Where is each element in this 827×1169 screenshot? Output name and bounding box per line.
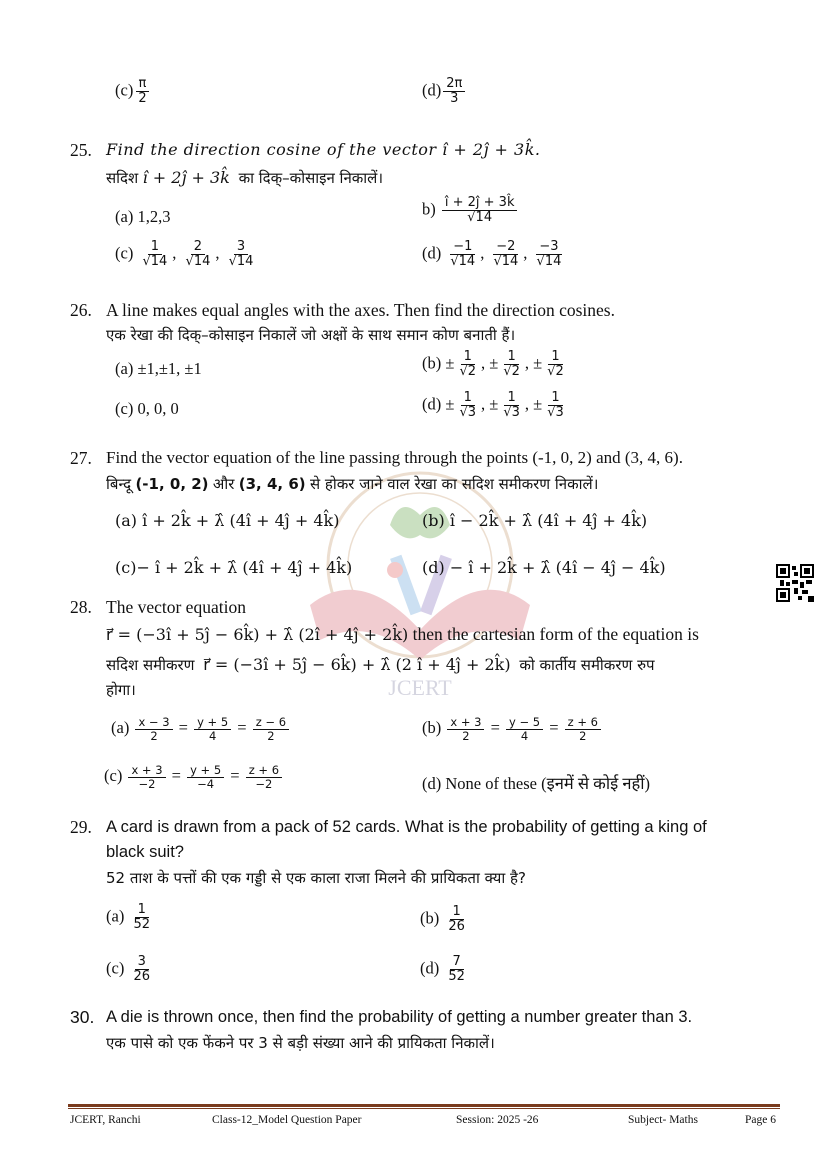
q25-option-b	[422, 196, 519, 226]
denominator: √2	[459, 364, 476, 380]
fraction	[447, 716, 484, 742]
q28-text-hi-2: होगा।	[106, 681, 136, 699]
footer-org: JCERT, Ranchi	[70, 1114, 141, 1126]
fraction	[194, 716, 231, 742]
question-number: 28.	[70, 597, 92, 617]
denominator: √3	[547, 405, 564, 421]
q27-option-d: (d) − î + 2k̂ + λ̂ (4î − 4ĵ − 4k̂)	[422, 558, 666, 577]
denominator: √14	[185, 254, 211, 270]
footer-divider-thin	[68, 1108, 780, 1109]
option-label: (a)	[111, 717, 130, 737]
hi-text: और	[212, 475, 235, 493]
fraction	[443, 77, 465, 107]
option-label: (a)	[106, 906, 125, 926]
fraction	[534, 240, 565, 270]
fraction	[544, 350, 567, 380]
q27-option-b: (b) î − 2k̂ + λ̂ (4î + 4ĵ + 4k̂)	[422, 511, 648, 530]
denominator: 52	[133, 917, 150, 933]
option-label: (d)	[422, 394, 442, 414]
denominator: 2	[579, 728, 587, 743]
numerator: 1	[135, 903, 149, 918]
denominator: 4	[520, 728, 529, 743]
fraction	[490, 240, 521, 270]
hi-text: बिन्दू	[106, 475, 132, 493]
hi-text: से होकर जाने वाल रेखा का सदिश समीकरण निकालें।	[310, 475, 599, 493]
fraction	[456, 391, 479, 421]
numerator: −2	[493, 240, 518, 255]
q26-option-b: (b) ± $\frac{1}{√2}$ , ± $\frac{1}{√2}$ , ± $\frac{1}{√2}$	[422, 350, 569, 380]
q30-text-hi: एक पासे को एक फेंकने पर 3 से बड़ी संख्या आने की प्रायिकता निकालें।	[106, 1034, 495, 1052]
q26-text-en: A line makes equal angles with the axes. Then find the direction cosines.	[106, 300, 615, 320]
fraction	[500, 391, 523, 421]
fraction	[506, 716, 543, 742]
q28-option-a	[111, 716, 291, 742]
q24-option-d	[422, 77, 467, 107]
footer-divider	[68, 1104, 780, 1107]
footer-session: Session: 2025 -26	[456, 1114, 539, 1126]
numerator: z + 6	[565, 716, 601, 730]
numerator: z + 6	[246, 764, 282, 778]
q28-text-hi	[106, 652, 655, 677]
question-number: 27.	[70, 448, 92, 468]
numerator: y + 5	[187, 764, 224, 778]
q27-option-c: (c)− î + 2k̂ + λ̂ (4î + 4ĵ + 4k̂)	[115, 558, 353, 577]
option-label: (d)	[422, 243, 442, 263]
numerator: 1	[548, 350, 562, 365]
numerator: −1	[450, 240, 475, 255]
q28-text-en: The vector equation	[106, 597, 246, 617]
equals: =	[237, 717, 247, 737]
numerator: 1	[461, 391, 475, 406]
q27-text-en: Find the vector equation of the line passing through the points (-1, 0, 2) and (3, 4, 6).	[106, 448, 683, 467]
denominator: √3	[503, 405, 520, 421]
numerator: 1	[148, 240, 162, 255]
vector-equation: r⃗ = (−3î + 5ĵ − 6k̂) + λ̂ (2 î + 4ĵ + 2k̂)	[203, 655, 511, 674]
denominator: −2	[138, 776, 156, 791]
q29-text-en-1: A card is drawn from a pack of 52 cards. What is the probability of getting a king of	[106, 818, 707, 836]
fraction	[135, 716, 172, 742]
numerator: x + 3	[128, 764, 165, 778]
fraction	[139, 240, 170, 270]
denominator: −4	[197, 776, 215, 791]
denominator: 4	[208, 728, 217, 743]
numerator: 1	[504, 350, 518, 365]
q28-equation-line	[106, 622, 699, 647]
denominator: 52	[448, 969, 465, 985]
numerator: −3	[536, 240, 561, 255]
denominator: 3	[450, 91, 459, 107]
q29-text-hi: 52 ताश के पत्तों की एक गड्डी से एक काला राजा मिलने की प्रायिकता क्या है?	[106, 869, 526, 887]
option-label: (c)	[115, 243, 134, 263]
equation-tail-text: then the cartesian form of the equation is	[412, 624, 699, 644]
fraction	[544, 391, 567, 421]
q27-text-hi	[106, 471, 598, 496]
fraction	[500, 350, 523, 380]
math-expr: î + 2ĵ + 3k̂	[142, 168, 230, 187]
numerator: y + 5	[194, 716, 231, 730]
q26-option-c: (c) 0, 0, 0	[115, 399, 179, 418]
footer-paper: Class-12_Model Question Paper	[212, 1114, 362, 1126]
q26-text-hi: एक रेखा की दिक्–कोसाइन निकालें जो अक्षों के साथ समान कोण बनाती हैं।	[106, 326, 516, 344]
fraction	[187, 764, 224, 790]
option-label: (c)	[106, 958, 125, 978]
fraction	[128, 764, 165, 790]
q24-option-c	[115, 77, 152, 107]
numerator: 3	[135, 955, 149, 970]
option-label: (b)	[422, 353, 442, 373]
q28-option-d: (d) None of these (इनमें से कोई नहीं)	[422, 774, 651, 793]
denominator: √14	[450, 254, 476, 270]
numerator: π	[136, 77, 150, 92]
numerator: 2π	[443, 77, 465, 92]
fraction	[442, 196, 518, 226]
denominator: √14	[536, 254, 562, 270]
plus-minus: ±	[533, 394, 543, 414]
q28-option-c	[104, 764, 284, 790]
point-2: (3, 4, 6)	[238, 475, 306, 493]
fraction	[447, 240, 478, 270]
fraction	[456, 350, 479, 380]
fraction	[565, 716, 601, 742]
denominator: √14	[228, 254, 254, 270]
hi-text: का दिक्–कोसाइन निकालें।	[238, 169, 384, 187]
denominator: √14	[467, 210, 493, 226]
fraction	[135, 77, 149, 107]
option-label: b)	[422, 199, 436, 219]
numerator: x − 3	[135, 716, 172, 730]
q28-option-b	[422, 716, 603, 742]
numerator: 3	[234, 240, 248, 255]
plus-minus: ±	[489, 394, 499, 414]
watermark-text: JCERT	[388, 675, 452, 700]
numerator: x + 3	[447, 716, 484, 730]
q29-option-a	[106, 903, 155, 933]
numerator: 2	[191, 240, 205, 255]
vector-equation: r⃗ = (−3î + 5ĵ − 6k̂) + λ̂ (2î + 4ĵ + 2k̂)	[106, 625, 409, 644]
denominator: 2	[138, 91, 147, 107]
numerator: 1	[504, 391, 518, 406]
fraction	[130, 955, 153, 985]
denominator: √3	[459, 405, 476, 421]
q25-option-c: (c) $\frac{1}{√14}$ , $\frac{2}{√14}$ , $\frac{3}{√14}$	[115, 240, 258, 270]
numerator: 1	[548, 391, 562, 406]
q25-option-d: (d) $\frac{-1}{√14}$ , $\frac{-2}{√14}$ , $\frac{-3}{√14}$	[422, 240, 566, 270]
hi-text: सदिश	[106, 169, 139, 187]
denominator: √2	[547, 364, 564, 380]
footer-subject: Subject- Maths	[628, 1114, 698, 1126]
q26-option-d: (d) ± $\frac{1}{√3}$ , ± $\frac{1}{√3}$ , ± $\frac{1}{√3}$	[422, 391, 569, 421]
point-1: (-1, 0, 2)	[135, 475, 209, 493]
equals: =	[171, 765, 181, 785]
q25-option-a: (a) 1,2,3	[115, 207, 171, 226]
option-label: (b)	[422, 717, 442, 737]
plus-minus: ±	[533, 353, 543, 373]
question-number: 30.	[70, 1007, 95, 1027]
equals: =	[549, 717, 559, 737]
plus-minus: ±	[489, 353, 499, 373]
denominator: 26	[448, 919, 465, 935]
footer-page: Page 6	[745, 1114, 776, 1126]
q26-option-a: (a) ±1,±1, ±1	[115, 359, 202, 378]
plus-minus: ±	[445, 394, 455, 414]
hi-text: को कार्तीय समीकरण रुप	[519, 656, 655, 674]
numerator: î + 2ĵ + 3k̂	[442, 196, 518, 211]
denominator: 2	[267, 728, 275, 743]
denominator: 2	[462, 728, 470, 743]
question-number: 26.	[70, 300, 92, 320]
q25-text-en: Find the direction cosine of the vector î + 2ĵ + 3k̂.	[106, 140, 541, 159]
option-label: (d)	[420, 958, 440, 978]
option-label: (c)	[115, 80, 134, 100]
q25-text-hi	[106, 165, 383, 190]
numerator: 1	[450, 905, 464, 920]
qr-code	[776, 564, 814, 602]
fraction	[246, 764, 282, 790]
denominator: √14	[142, 254, 168, 270]
denominator: 26	[133, 969, 150, 985]
q29-option-c	[106, 955, 155, 985]
option-label: (b)	[420, 908, 440, 928]
q29-option-b	[420, 905, 470, 935]
q29-text-en-2: black suit?	[106, 843, 184, 861]
question-number: 29.	[70, 817, 92, 837]
question-number: 25.	[70, 140, 92, 160]
fraction	[445, 955, 468, 985]
hi-text: सदिश समीकरण	[106, 656, 195, 674]
numerator: z − 6	[253, 716, 289, 730]
option-label: (d)	[422, 80, 442, 100]
fraction	[226, 240, 257, 270]
denominator: √14	[493, 254, 519, 270]
numerator: y − 5	[506, 716, 543, 730]
denominator: −2	[255, 776, 273, 791]
denominator: √2	[503, 364, 520, 380]
equals: =	[490, 717, 500, 737]
fraction	[130, 903, 153, 933]
q29-option-d	[420, 955, 470, 985]
numerator: 1	[461, 350, 475, 365]
equals: =	[230, 765, 240, 785]
denominator: 2	[150, 728, 158, 743]
q30-text-en: A die is thrown once, then find the probability of getting a number greater than 3.	[106, 1008, 693, 1026]
equals: =	[178, 717, 188, 737]
numerator: 7	[450, 955, 464, 970]
option-label: (c)	[104, 765, 123, 785]
plus-minus: ±	[445, 353, 455, 373]
fraction	[253, 716, 289, 742]
fraction	[183, 240, 214, 270]
fraction	[445, 905, 468, 935]
q27-option-a: (a) î + 2k̂ + λ̂ (4î + 4ĵ + 4k̂)	[115, 511, 340, 530]
